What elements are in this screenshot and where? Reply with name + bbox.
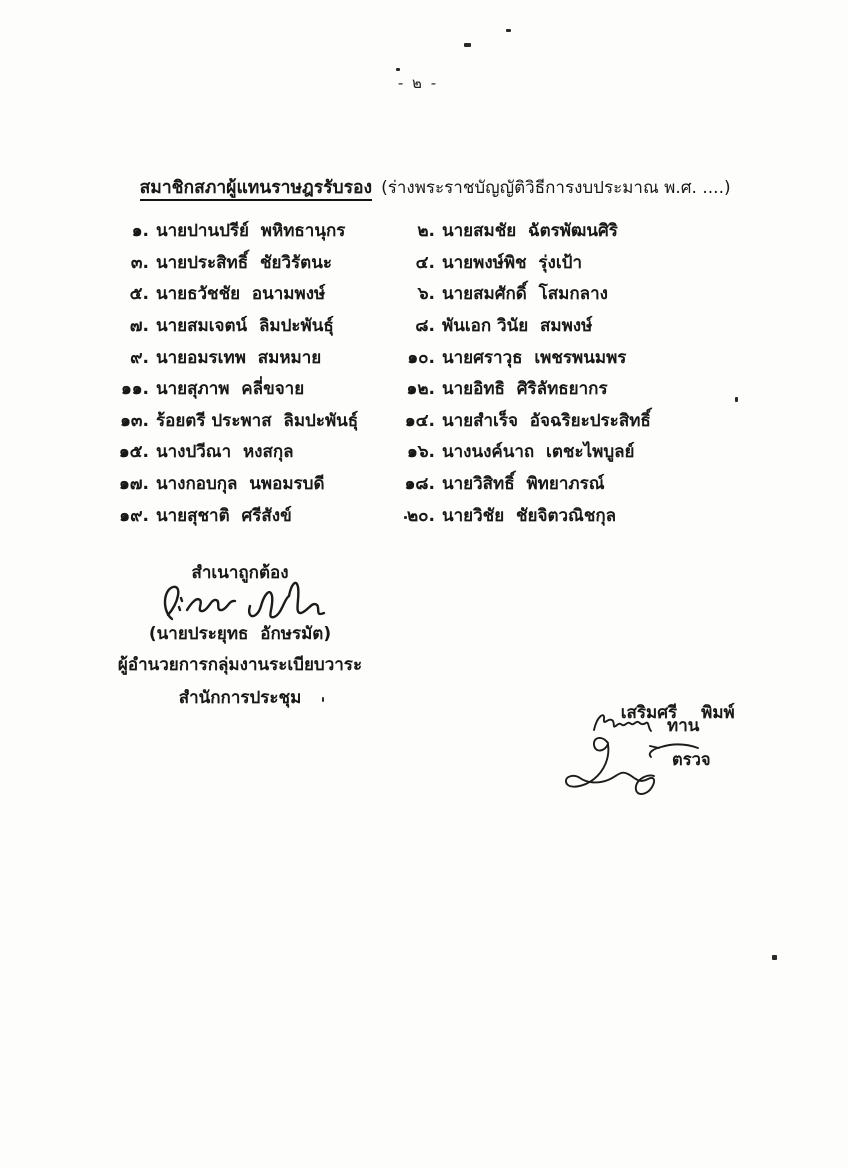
member-name: นายปานปรีย์ พหิทธานุกร [156, 221, 346, 242]
member-number: ๙. [130, 347, 149, 368]
scan-speck [772, 955, 777, 960]
member-name: นายประสิทธิ์ ชัยวิรัตนะ [156, 252, 332, 273]
member-list-item [404, 405, 651, 437]
member-name: นางกอบกุล นพอมรบดี [156, 474, 325, 495]
member-list-item [404, 373, 651, 405]
member-number: ๑. [131, 221, 149, 242]
member-number: ๑๒. [406, 379, 435, 400]
typed-label: พิมพ์ [701, 703, 735, 723]
member-list-item [404, 278, 651, 310]
member-list-item [118, 310, 358, 342]
member-number: ๑๘. [404, 474, 435, 495]
member-name: นายสมชัย ฉัตรพัฒนศิริ [442, 221, 618, 242]
member-list-item [118, 436, 358, 468]
member-name: นายสมศักดิ์ โสมกลาง [442, 284, 608, 305]
member-number: ๑๕. [118, 442, 149, 463]
signer-office: สำนักการประชุม [178, 688, 302, 708]
member-number: ๓. [130, 252, 149, 273]
proofread-label: ทาน [667, 716, 700, 736]
member-list-item [118, 341, 358, 373]
member-name: นายสำเร็จ อัจฉริยะประสิทธิ์ [442, 410, 651, 431]
member-number: ๒. [417, 221, 435, 242]
member-name: พันเอก วินัย สมพงษ์ [442, 316, 593, 337]
scan-speck [464, 43, 471, 47]
member-list-item [404, 247, 651, 279]
member-list-item [404, 468, 651, 500]
member-name: นายสุชาติ ศรีสังข์ [156, 505, 292, 526]
member-number: ๑๙. [119, 505, 149, 526]
member-number: ๘. [415, 316, 435, 337]
member-name: นายพงษ์พิช รุ่งเป้า [442, 252, 583, 273]
member-name: นายสมเจตน์ ลิมปะพันธุ์ [156, 316, 334, 337]
member-number: ๑๗. [118, 474, 149, 495]
member-name: นางนงค์นาถ เตชะไพบูลย์ [442, 442, 635, 463]
member-list-item [118, 278, 358, 310]
member-list-item [118, 373, 358, 405]
typist-name: เสริมศรี [620, 703, 678, 723]
member-name: นายสุภาพ คลี่ขจาย [156, 379, 305, 400]
member-list-item [404, 341, 651, 373]
member-list-item [118, 499, 358, 531]
certified-copy-label: สำเนาถูกต้อง [191, 563, 289, 583]
member-list-right-column [404, 215, 651, 531]
member-list-item [118, 468, 358, 500]
member-number: ๖. [417, 284, 435, 305]
scan-speck [735, 397, 738, 402]
heading-subtitle: (ร่างพระราชบัญญัติวิธีการงบประมาณ พ.ศ. ....) [381, 178, 731, 198]
member-name: นายธวัชชัย อนามพงษ์ [156, 284, 326, 305]
member-number: ๑๐. [407, 347, 435, 368]
scan-speck [506, 29, 511, 32]
member-number: ๕. [129, 284, 149, 305]
signer-title: ผู้อำนวยการกลุ่มงานระเบียบวาระ [117, 655, 363, 675]
member-list-item [404, 499, 651, 531]
member-number: ๑๑. [120, 379, 149, 400]
member-number: ๑๖. [406, 442, 435, 463]
member-name: นายอิทธิ ศิริลัทธยากร [442, 379, 608, 400]
member-list-left-column [118, 215, 358, 531]
member-number: ๗. [129, 316, 149, 337]
member-name: นายศราวุธ เพชรพนมพร [442, 347, 627, 368]
member-number: ๒๐. [406, 505, 435, 526]
member-list-item [404, 310, 651, 342]
member-list-item [404, 436, 651, 468]
member-name: ร้อยตรี ประพาส ลิมปะพันธุ์ [156, 410, 359, 431]
checked-label: ตรวจ [672, 750, 711, 769]
member-list-item [404, 215, 651, 247]
member-name: นายอมรเทพ สมหมาย [156, 347, 322, 368]
member-list-item [118, 247, 358, 279]
signer-name: (นายประยุทธ อักษรมัต) [148, 624, 332, 644]
member-name: นางปวีณา หงสกุล [156, 442, 294, 463]
member-number: ๑๓. [120, 410, 149, 431]
member-name: นายวิชัย ชัยจิตวณิชกุล [442, 505, 617, 526]
page-number: - ๒ - [397, 74, 439, 92]
section-heading [118, 153, 731, 221]
member-list-item [118, 405, 358, 437]
director-signature [158, 576, 330, 626]
member-number: ๑๔. [404, 410, 435, 431]
member-number: ๔. [415, 252, 435, 273]
heading-title: สมาชิกสภาผู้แทนราษฎรรับรอง [140, 178, 372, 201]
member-list-item [118, 215, 358, 247]
member-name: นายวิสิทธิ์ พิทยาภรณ์ [442, 474, 605, 495]
